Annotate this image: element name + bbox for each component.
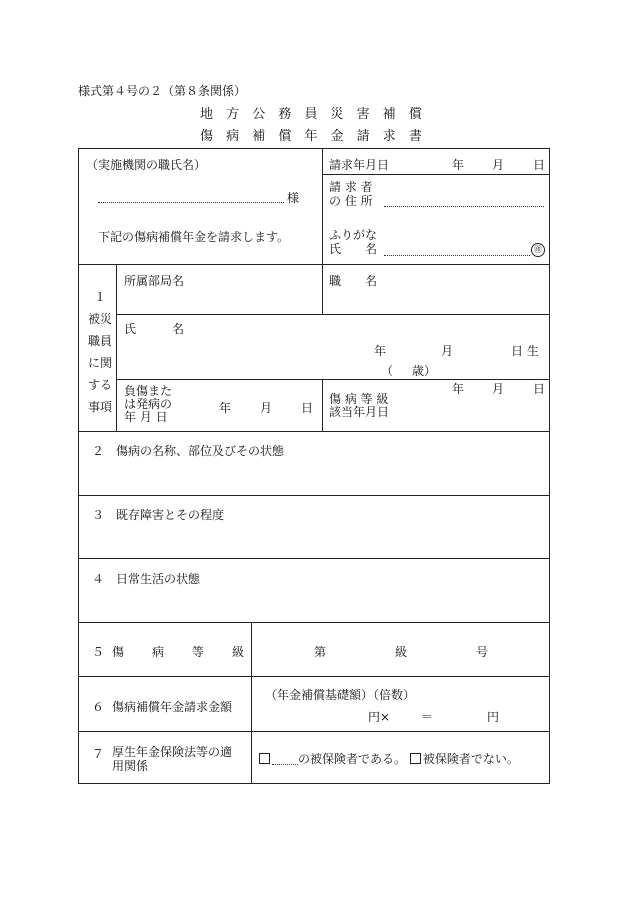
form-number: 様式第４号の２（第８条関係）: [78, 84, 247, 98]
request-year: 年: [452, 158, 465, 172]
injury-date-label: 負傷また は発病の 年 月 日: [124, 384, 173, 424]
title-char: 請: [356, 129, 370, 144]
section6-label: 傷病補償年金請求金額: [112, 700, 233, 714]
divider: [78, 495, 550, 496]
divider: [78, 676, 550, 677]
name-line: [384, 255, 530, 256]
grade-date-label: 傷 病 等 級 該当年月日: [329, 392, 390, 419]
title-char: 公: [252, 107, 266, 122]
agency-name-line: [98, 202, 284, 203]
divider: [322, 174, 550, 175]
title-char: 災: [330, 107, 344, 122]
age-close: 歳）: [412, 364, 437, 378]
grade-kyu: 級: [395, 645, 408, 659]
request-month: 月: [492, 158, 505, 172]
grade-day: 日: [533, 382, 546, 396]
request-date-label: 請求年月日: [329, 158, 390, 172]
divider: [78, 264, 550, 265]
divider: [322, 264, 323, 314]
grade-month: 月: [492, 382, 505, 396]
divider: [78, 622, 550, 623]
title-char: 金: [330, 129, 344, 144]
section5-label: 傷 病 等 級: [112, 645, 244, 659]
grade-dai: 第: [314, 645, 327, 659]
divider: [322, 379, 323, 431]
section3-label: ３ 既存障害とその程度: [92, 508, 225, 522]
title-char: 償: [278, 129, 292, 144]
section7-options: の被保険者である。 被保険者でない。: [259, 750, 519, 767]
title-char: 補: [252, 129, 266, 144]
agency-label: （実施機関の職氏名）: [86, 158, 207, 172]
section2-label: ２ 傷病の名称、部位及びその状態: [92, 444, 285, 458]
sama-label: 様: [287, 191, 300, 205]
title-line-2: [200, 125, 422, 144]
request-text: 下記の傷病補償年金を請求します。: [98, 230, 290, 244]
option1-checkbox[interactable]: [259, 753, 270, 764]
divider: [251, 622, 252, 784]
insurance-name-line: [272, 754, 298, 765]
birth-month: 月: [441, 344, 454, 358]
requester-name-label: ふりがな 氏 名: [329, 228, 378, 256]
employee-name-label: 氏 名: [124, 322, 185, 336]
dept-label: 所属部局名: [124, 274, 185, 288]
title-char: 補: [382, 107, 396, 122]
address-line: [384, 206, 544, 207]
title-char: 傷: [200, 129, 214, 144]
divider: [78, 431, 550, 432]
title-char: 員: [304, 107, 318, 122]
title-char: 年: [304, 129, 318, 144]
request-day: 日: [533, 158, 546, 172]
seal-mark-icon: ㊞: [531, 243, 545, 257]
section6-header: （年金補償基礎額）（倍数）: [265, 688, 416, 702]
title-char: 方: [226, 107, 240, 122]
section4-label: ４ 日常生活の状態: [92, 572, 201, 586]
title-line-1: [200, 103, 422, 122]
divider: [116, 314, 550, 315]
yen-label: 円: [487, 710, 500, 724]
title-char: 病: [226, 129, 240, 144]
section7-num: ７: [92, 747, 105, 761]
divider: [116, 264, 117, 431]
yen-times: 円×: [368, 710, 391, 724]
divider: [116, 379, 550, 380]
divider: [322, 148, 323, 264]
injury-day: 日: [301, 401, 314, 415]
age-open: （: [381, 364, 394, 378]
grade-year: 年: [452, 382, 465, 396]
title-char: 書: [408, 129, 422, 144]
equals-sign: ＝: [421, 710, 434, 724]
section1-label: １ 被災 職員 に関 する 事項: [87, 290, 112, 414]
title-char: 害: [356, 107, 370, 122]
injury-year: 年: [219, 401, 232, 415]
title-char: 務: [278, 107, 292, 122]
section6-num: ６: [92, 700, 105, 714]
title-char: 償: [408, 107, 422, 122]
grade-go: 号: [476, 645, 489, 659]
divider: [78, 731, 550, 732]
birth-day: 日 生: [511, 344, 539, 358]
option2-checkbox[interactable]: [410, 753, 421, 764]
divider: [78, 558, 550, 559]
title-char: 求: [382, 129, 396, 144]
birth-year: 年: [374, 344, 387, 358]
title-char: 地: [200, 107, 214, 122]
requester-address-label: 請 求 者 の 住 所: [329, 180, 373, 208]
section7-label: 厚生年金保険法等の適 用関係: [112, 745, 233, 773]
section5-num: ５: [92, 645, 105, 659]
injury-month: 月: [260, 401, 273, 415]
job-title-label: 職 名: [329, 274, 378, 288]
